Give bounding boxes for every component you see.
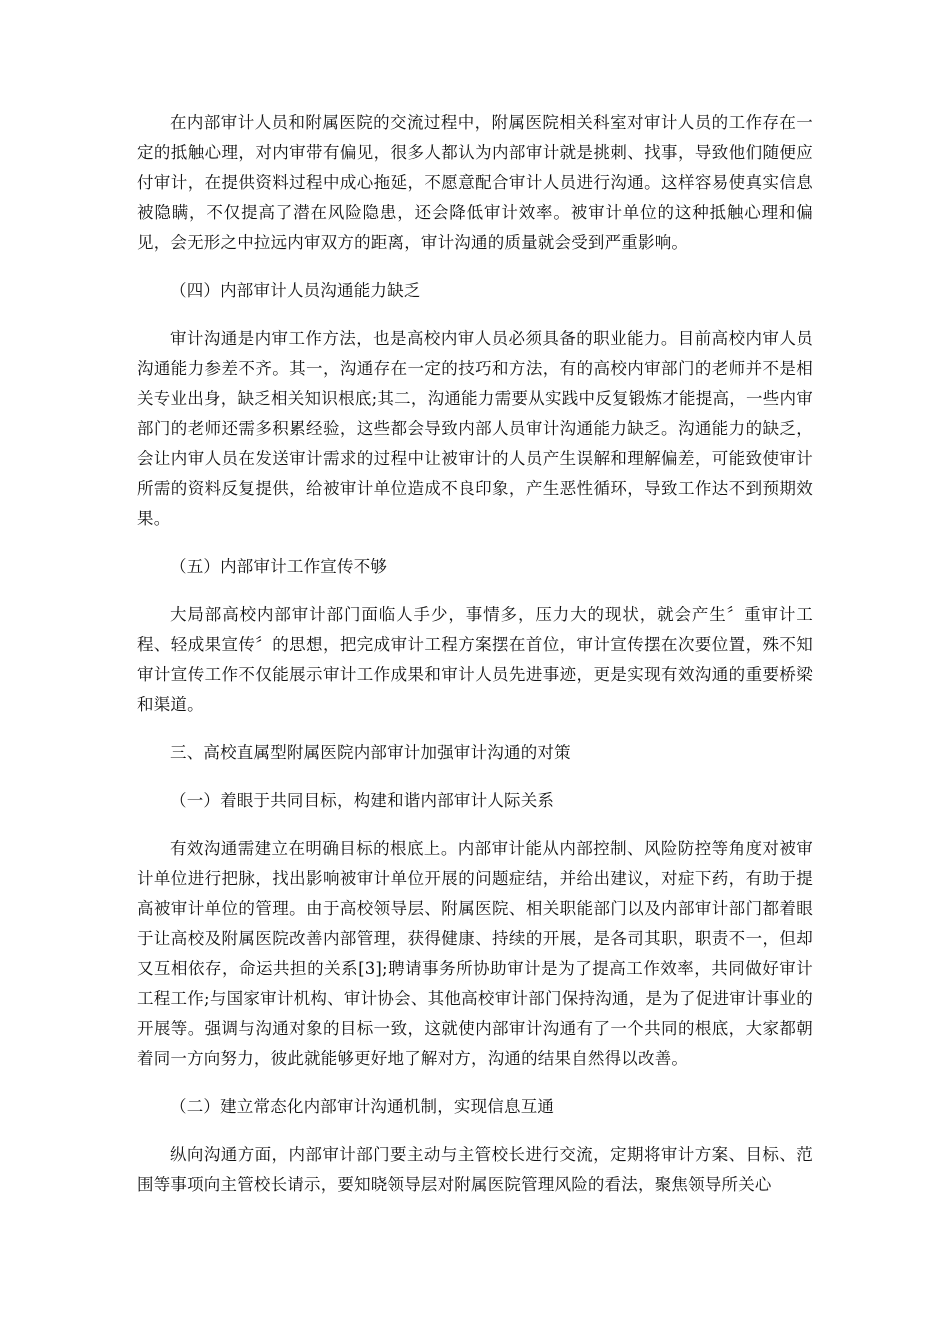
paragraph-gap [137, 768, 813, 786]
section-heading: （五）内部审计工作宣传不够 [170, 557, 388, 576]
paragraph: 纵向沟通方面，内部审计部门要主动与主管校长进行交流，定期将审计方案、目标、范围等事项向主管校长请示，要知晓领导层对附属医院管理风险的看法，聚焦领导所关心 [137, 1145, 813, 1194]
paragraph: 在内部审计人员和附属医院的交流过程中，附属医院相关科室对审计人员的工作存在一定的抵触心理，对内审带有偏见，很多人都认为内部审计就是挑刺、找事，导致他们随便应付审计，在提供资料过程中成心拖延，不愿意配合审计人员进行沟通。这样容易使真实信息被隐瞒，不仅提高了潜在风险隐患，还会降低审计效率。被审计单位的这种抵触心理和偏见，会无形之中拉远内审双方的距离，审计沟通的质量就会受到严重影响。 [137, 113, 813, 252]
chapter-heading: 三、高校直属型附属医院内部审计加强审计沟通的对策 [170, 743, 571, 762]
paragraph: 大局部高校内部审计部门面临人手少，事情多，压力大的现状，就会产生〞重审计工程、轻成果宣传〞的思想，把完成审计工程方案摆在首位，审计宣传摆在次要位置，殊不知审计宣传工作不仅能展示审计工作成果和审计人员先进事迹，更是实现有效沟通的重要桥梁和渠道。 [137, 605, 813, 714]
paragraph-gap [137, 258, 813, 276]
paragraph-gap [137, 306, 813, 324]
paragraph-gap [137, 816, 813, 834]
paragraph-gap [137, 534, 813, 552]
document-body [137, 108, 813, 1200]
paragraph-gap [137, 1074, 813, 1092]
section-heading: （四）内部审计人员沟通能力缺乏 [170, 281, 421, 300]
section-heading: （二）建立常态化内部审计沟通机制，实现信息互通 [170, 1097, 555, 1116]
paragraph: 有效沟通需建立在明确目标的根底上。内部审计能从内部控制、风险防控等角度对被审计单位进行把脉，找出影响被审计单位开展的问题症结，并给出建议，对症下药，有助于提高被审计单位的管理。由于高校领导层、附属医院、相关职能部门以及内部审计部门都着眼于让高校及附属医院改善内部管理，获得健康、持续的开展，是各司其职，职责不一，但却又互相依存，命运共担的关系[3];聘请事务所协助审计是为了提高工作效率，共同做好审计工程工作;与国家审计机构、审计协会、其他高校审计部门保持沟通，是为了促进审计事业的开展等。强调与沟通对象的目标一致，这就使内部审计沟通有了一个共同的根底，大家都朝着同一方向努力，彼此就能够更好地了解对方，沟通的结果自然得以改善。 [137, 839, 813, 1068]
paragraph-gap [137, 1122, 813, 1140]
section-heading: （一）着眼于共同目标，构建和谐内部审计人际关系 [170, 791, 555, 810]
paragraph: 审计沟通是内审工作方法，也是高校内审人员必须具备的职业能力。目前高校内审人员沟通能力参差不齐。其一，沟通存在一定的技巧和方法，有的高校内审部门的老师并不是相关专业出身，缺乏相关知识根底;其二，沟通能力需要从实践中反复锻炼才能提高，一些内审部门的老师还需多积累经验，这些都会导致内部人员审计沟通能力缺乏。沟通能力的缺乏，会让内审人员在发送审计需求的过程中让被审计的人员产生误解和理解偏差，可能致使审计所需的资料反复提供，给被审计单位造成不良印象，产生恶性循环，导致工作达不到预期效果。 [137, 329, 813, 528]
paragraph-gap [137, 582, 813, 600]
paragraph-gap [137, 720, 813, 738]
